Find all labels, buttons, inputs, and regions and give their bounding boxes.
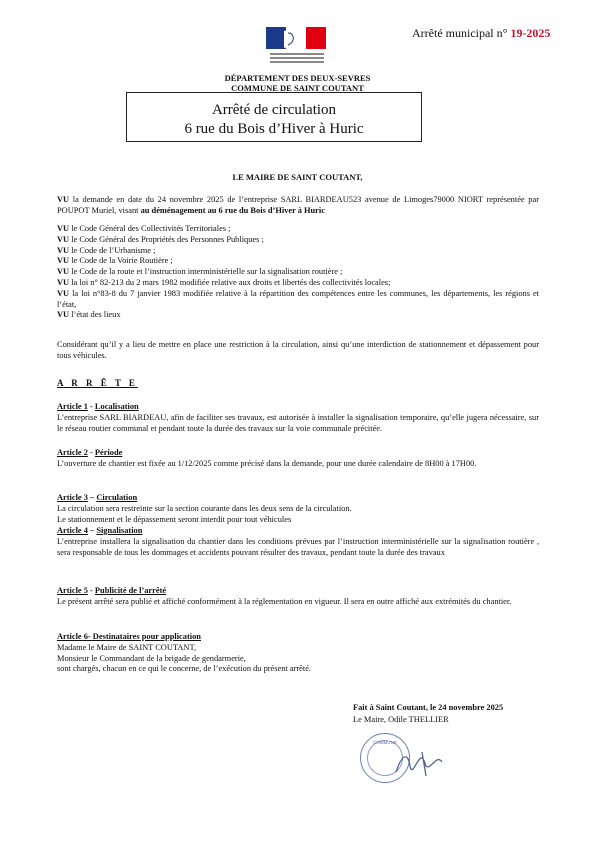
maire-heading: LE MAIRE DE SAINT COUTANT,	[232, 172, 363, 182]
article-1-text: L’entreprise SARL BIARDEAU, afin de faciliter ses travaux, est autorisée à installer la signalisation temporaire, qu’elle jugera nécessaire, sur le réseau routier communal et pendant toute la durée des travaux sur la voie communale précitée.	[57, 412, 539, 433]
arrete-number-value: 19-2025	[510, 26, 551, 40]
article-3-line-1: La circulation sera restreinte sur la section courante dans les deux sens de la circulation.	[57, 503, 352, 513]
article-6-line-1: Madame le Maire de SAINT COUTANT,	[57, 642, 197, 652]
handwritten-signature	[392, 744, 452, 784]
tricolor-flag-icon	[266, 27, 326, 49]
article-2-heading: Article 2 - Période	[57, 448, 123, 457]
list-item: VU le Code Général des Propriétés des Personnes Publiques ;	[57, 234, 264, 244]
article-3-line-2: Le stationnement et le dépassement seront interdit pour tout véhicules	[57, 514, 292, 524]
vu-request-text: la demande en date du 24 novembre 2025 de l’entreprise SARL BIARDEAU523 avenue de Limoges79000 NIORT représentée par POUPOT Muriel, visant	[57, 195, 540, 215]
article-3	[57, 493, 539, 525]
article-1	[57, 402, 539, 434]
article-4-text: L’entreprise installera la signalisation du chantier dans les conditions prévues par l’instruction interministérielle sur la signalisation routière , sera responsable de tous les dommages et accidents pouvant résulter des travaux, pendant toute la durée des travaux	[57, 536, 539, 557]
vu-request-object: au déménagement au 6 rue du Bois d’Hiver à Huric	[140, 205, 325, 215]
vu-label: VU	[57, 195, 70, 204]
vu-request	[57, 195, 539, 217]
article-1-heading: Article 1 - Localisation	[57, 402, 139, 411]
considerant: Considérant qu’il y a lieu de mettre en place une restriction à la circulation, ainsi qu’une interdiction de stationnement et dépassement pour tous véhicules.	[57, 340, 539, 360]
article-5	[57, 586, 539, 608]
arrete-number	[412, 26, 550, 41]
list-item: VU la loi n°83-8 du 7 janvier 1983 modifiée relative à la répartition des compétences entre les communes, les départements, les régions et l’état,	[57, 288, 539, 309]
list-item: VU le Code de la Voirie Routière ;	[57, 256, 173, 266]
signer: Le Maire, Odile THELLIER	[353, 715, 449, 724]
marianne-profile-icon	[266, 27, 326, 49]
commune-name: COMMUNE DE SAINT COUTANT	[231, 83, 364, 93]
article-5-heading: Article 5 - Publicité de l’arrêté	[57, 586, 167, 595]
title-line-1: Arrêté de circulation	[211, 102, 337, 118]
article-2-text: L’ouverture de chantier est fixée au 1/12/2025 comme précisé dans la demande, pour une durée calendaire de 8H00 à 17H00.	[57, 458, 477, 468]
list-item: VU le Code de la route et l’instruction interministérielle sur la signalisation routière ;	[57, 267, 343, 277]
article-4-heading: Article 4 – Signalisation	[57, 526, 143, 535]
title-box	[126, 92, 422, 142]
article-5-text: Le présent arrêté sera publié et affiché conformément à la réglementation en vigueur. Il sera en outre affiché aux extrémités du chantier.	[57, 596, 512, 606]
article-6-line-2: Monsieur le Commandant de la brigade de gendarmerie,	[57, 653, 246, 663]
arrete-heading: A R R Ê T E	[57, 378, 138, 388]
department-name: DÉPARTEMENT DES DEUX-SEVRES	[224, 73, 371, 83]
stamp-text: COMMUNE	[373, 740, 397, 745]
list-item: VU le Code de l’Urbanisme ;	[57, 245, 156, 255]
vu-list	[57, 224, 539, 321]
arrete-label: Arrêté municipal n°	[412, 26, 508, 40]
list-item: VU l’état des lieux	[57, 310, 121, 320]
article-6-heading: Article 6- Destinataires pour application	[57, 632, 201, 641]
article-6	[57, 632, 539, 675]
motto-lines	[266, 51, 328, 65]
list-item: VU le Code Général des Collectivités Territoriales ;	[57, 224, 231, 233]
list-item: VU la loi n° 82-213 du 2 mars 1982 modifiée relative aux droits et libertés des collectivités locales;	[57, 277, 391, 287]
title-line-2: 6 rue du Bois d’Hiver à Huric	[184, 121, 364, 137]
article-2	[57, 448, 539, 470]
article-6-line-3: sont chargés, chacun en ce qui le concerne, de l’exécution du présent arrêté.	[57, 664, 312, 674]
place-date: Fait à Saint Coutant, le 24 novembre 2025	[353, 703, 504, 712]
article-3-heading: Article 3 – Circulation	[57, 493, 138, 502]
article-4	[57, 526, 539, 558]
republic-logo	[266, 27, 328, 67]
